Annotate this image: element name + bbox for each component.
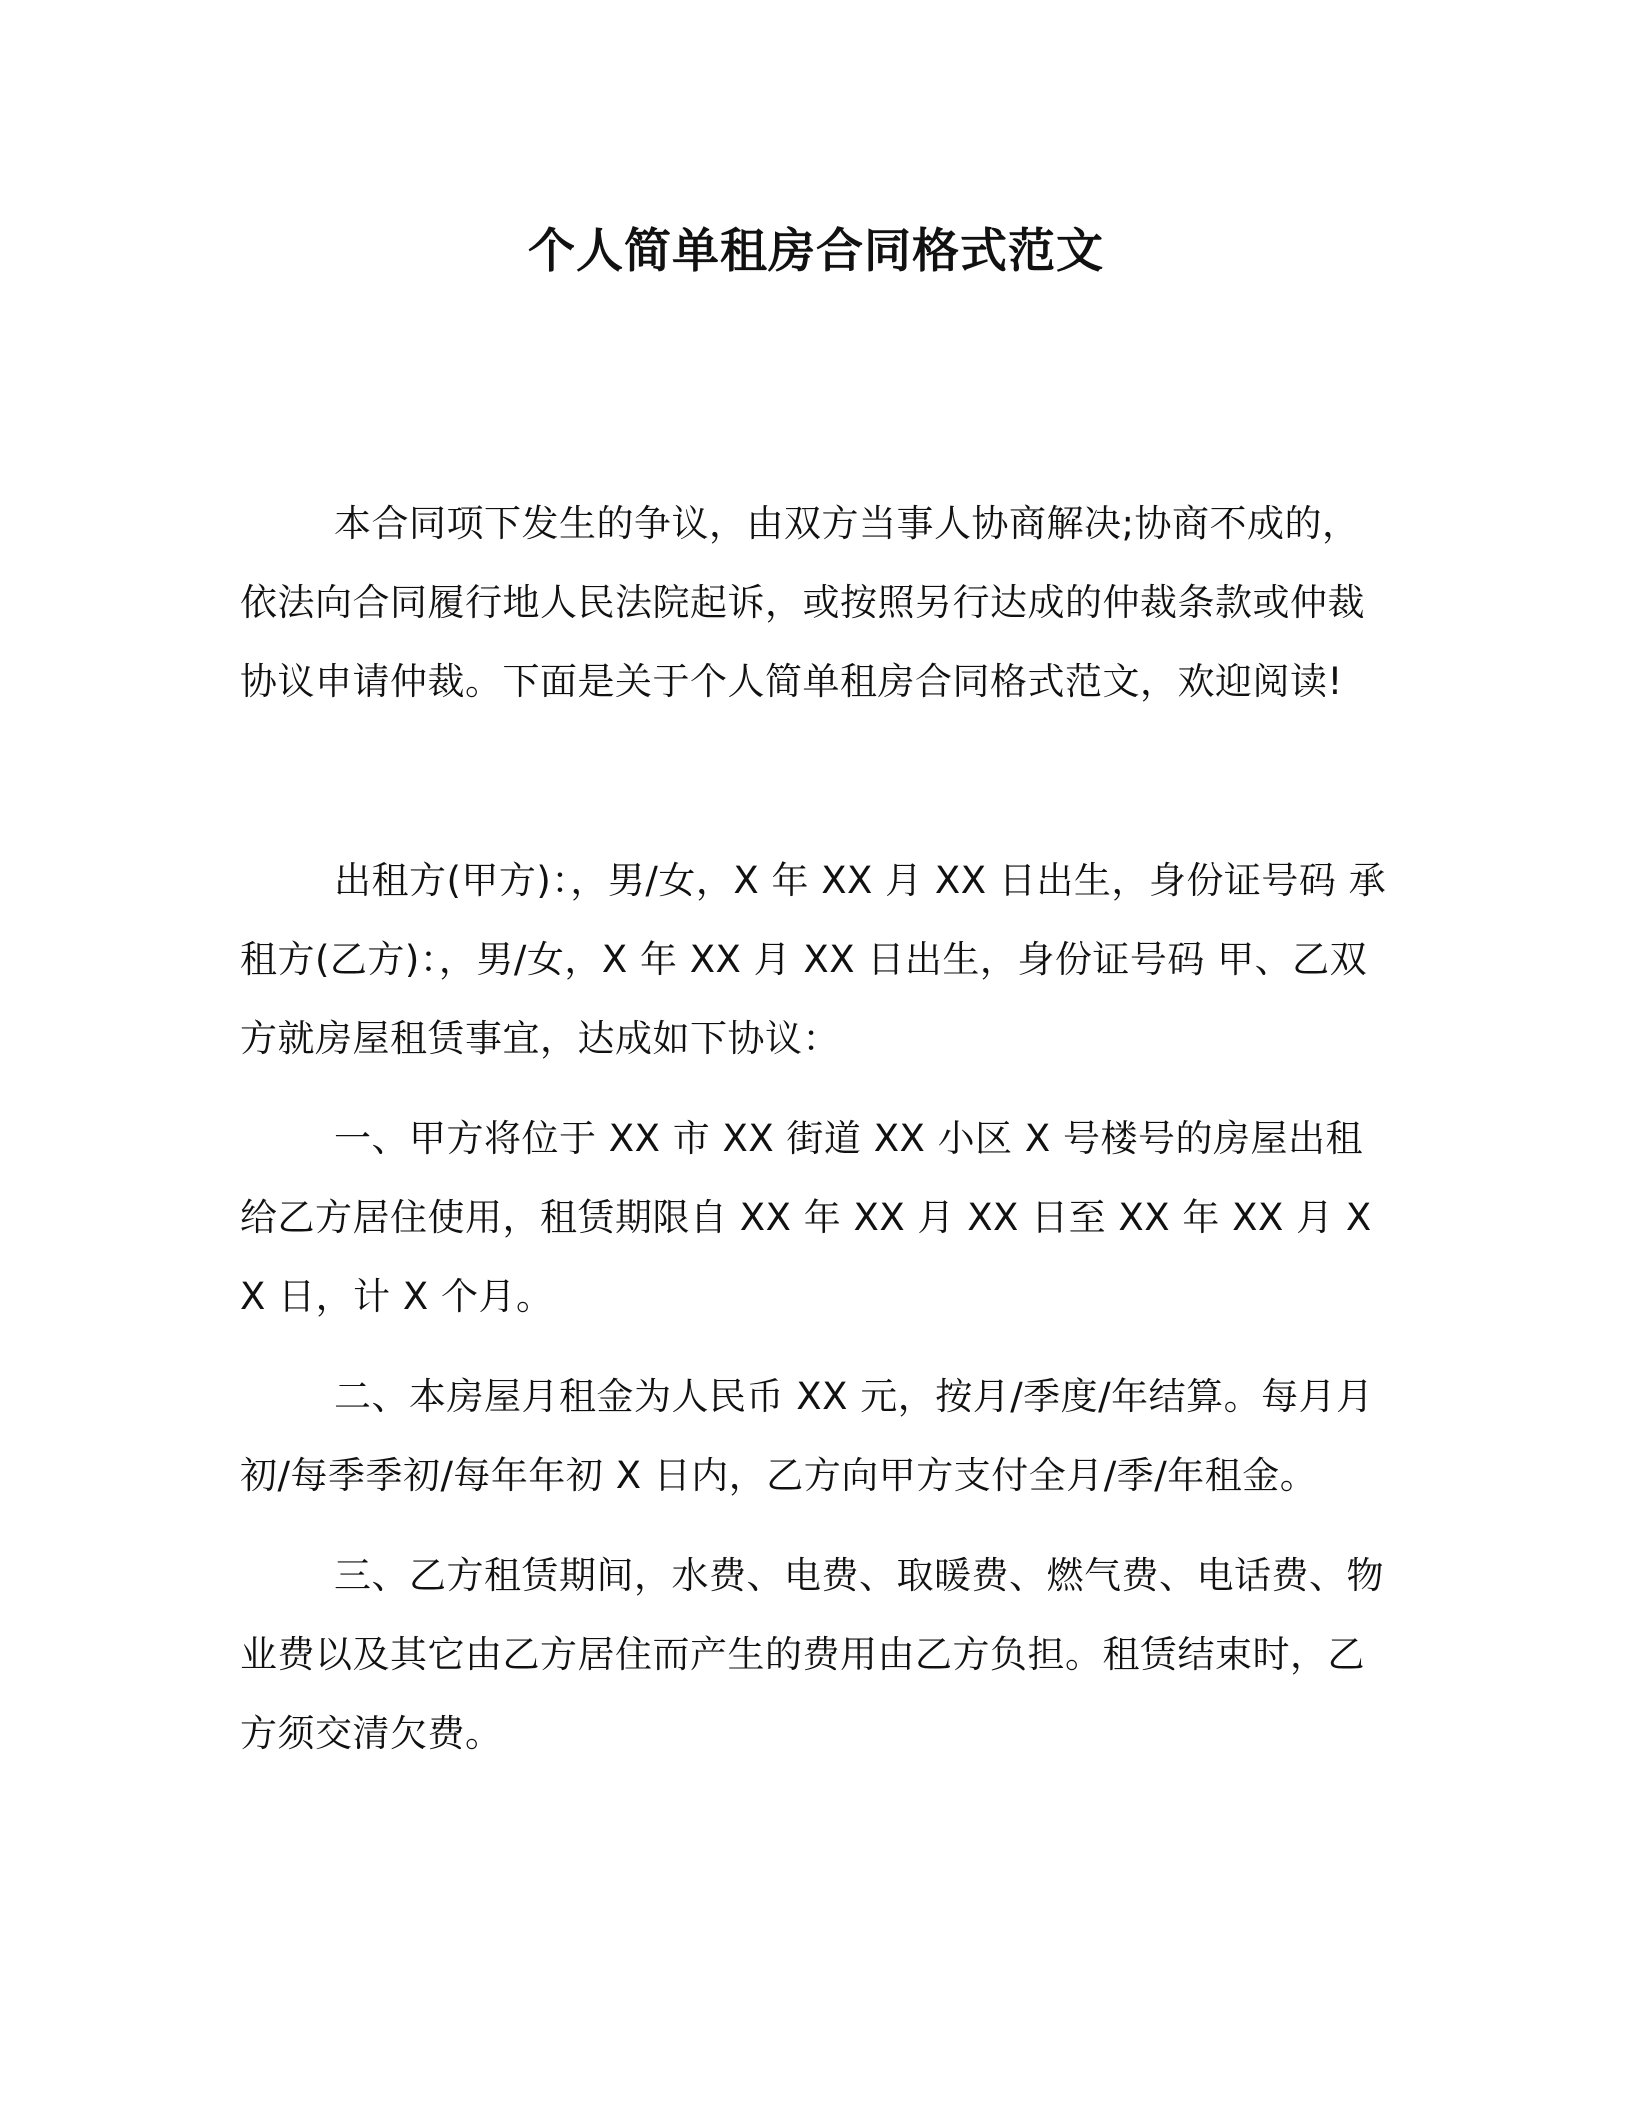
parties-paragraph: 出租方(甲方)：，男/女，X 年 XX 月 XX 日出生，身份证号码 承租方(乙方)：，男/女，X 年 XX 月 XX 日出生，身份证号码 甲、乙双方就房屋租赁事宜，达成如下协议： <box>240 859 1387 1060</box>
clause-1-paragraph: 一、甲方将位于 XX 市 XX 街道 XX 小区 X 号楼号的房屋出租给乙方居住使用，租赁期限自 XX 年 XX 月 XX 日至 XX 年 XX 月 XX 日，计 X 个月。 <box>240 1117 1372 1318</box>
intro-paragraph: 本合同项下发生的争议，由双方当事人协商解决;协商不成的，依法向合同履行地人民法院起诉，或按照另行达成的仲裁条款或仲裁协议申请仲裁。下面是关于个人简单租房合同格式范文，欢迎阅读! <box>240 502 1365 703</box>
clause-3-paragraph: 三、乙方租赁期间，水费、电费、取暖费、燃气费、电话费、物业费以及其它由乙方居住而产生的费用由乙方负担。租赁结束时，乙方须交清欠费。 <box>240 1554 1384 1755</box>
clause-2-paragraph: 二、本房屋月租金为人民币 XX 元，按月/季度/年结算。每月月初/每季季初/每年年初 X 日内，乙方向甲方支付全月/季/年租金。 <box>240 1375 1374 1497</box>
document-title: 个人简单租房合同格式范文 <box>528 224 1104 279</box>
